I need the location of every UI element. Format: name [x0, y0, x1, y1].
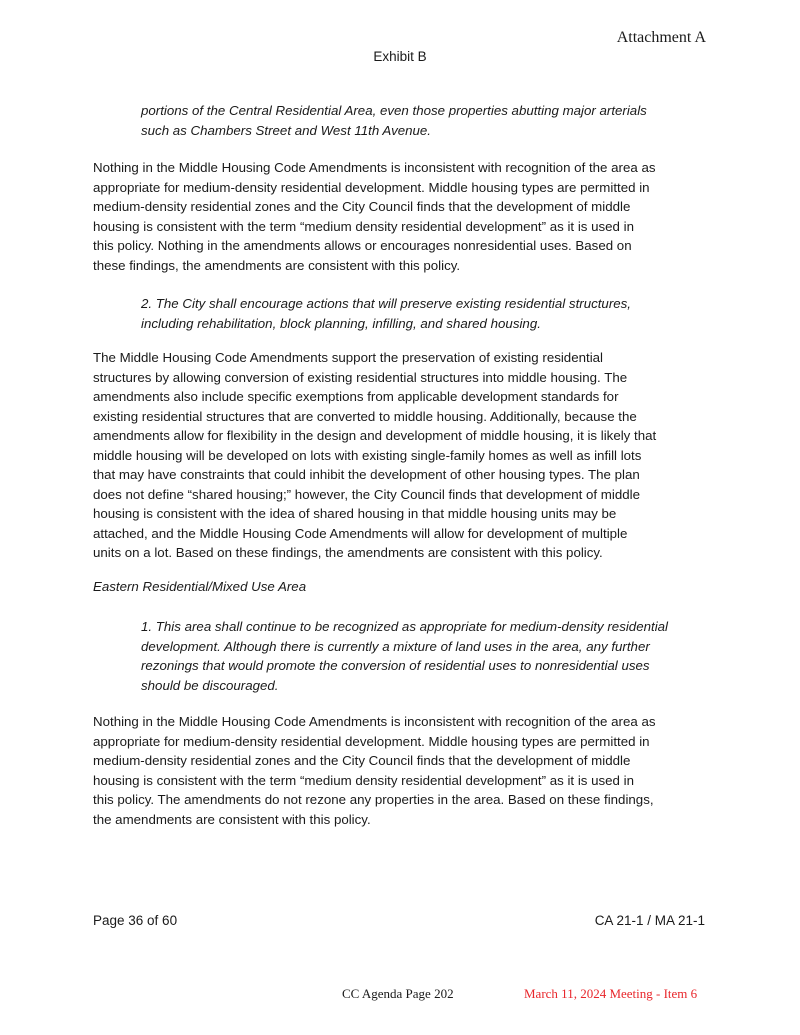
text-line: units on a lot. Based on these findings, the amendments are consistent with this policy.	[93, 545, 603, 560]
text-line: 2. The City shall encourage actions that will preserve existing residential structures,	[141, 296, 631, 311]
text-line: medium-density residential zones and the City Council finds that the development of middle	[93, 199, 631, 214]
quote-3	[141, 617, 668, 695]
text-line: housing is consistent with the term “medium density residential development” as it is used in	[93, 218, 634, 234]
text-line: appropriate for medium-density residential development. Middle housing types are permitted in	[93, 179, 650, 195]
text-line: appropriate for medium-density residential development. Middle housing types are permitted in	[93, 733, 650, 749]
attachment-label: Attachment A	[616, 29, 706, 46]
text-line: development. Although there is currently a mixture of land uses in the area, any further	[141, 638, 650, 654]
text-line: such as Chambers Street and West 11th Avenue.	[141, 122, 431, 138]
text-line: should be discouraged.	[141, 677, 279, 693]
text-line: this policy. The amendments do not rezone any properties in the area. Based on these findings,	[93, 792, 654, 807]
paragraph-3	[93, 712, 655, 829]
quote-1	[141, 101, 647, 140]
text-line: amendments allow for flexibility in the design and development of middle housing, it is likely that	[93, 428, 657, 443]
text-line: middle housing will be developed on lots with existing single-family homes as well as infill lots	[93, 447, 642, 463]
case-number: CA 21-1 / MA 21-1	[594, 913, 705, 928]
agenda-page: CC Agenda Page 202	[342, 986, 454, 1001]
page-number: Page 36 of 60	[93, 913, 178, 928]
text-line: rezonings that would promote the conversion of residential uses to nonresidential uses	[141, 658, 650, 673]
text-line: does not define “shared housing;” however, the City Council finds that development of middle	[93, 486, 640, 502]
text-line: that may have constraints that could inhibit the development of other housing types. The plan	[93, 467, 640, 482]
quote-2	[141, 294, 631, 333]
text-line: amendments also include specific exemptions from applicable development standards for	[93, 389, 619, 404]
meeting-item: March 11, 2024 Meeting - Item 6	[524, 986, 698, 1001]
text-line: these findings, the amendments are consistent with this policy.	[93, 257, 461, 273]
text-line: including rehabilitation, block planning, infilling, and shared housing.	[141, 315, 541, 331]
text-line: structures by allowing conversion of existing residential structures into middle housing. The	[93, 369, 628, 385]
text-line: attached, and the Middle Housing Code Amendments will allow for development of multiple	[93, 525, 628, 541]
text-line: housing is consistent with the idea of shared housing in that middle housing units may be	[93, 506, 617, 521]
text-line: Nothing in the Middle Housing Code Amendments is inconsistent with recognition of the area as	[93, 714, 656, 729]
text-line: this policy. Nothing in the amendments allows or encourages nonresidential uses. Based on	[93, 238, 632, 253]
text-line: 1. This area shall continue to be recognized as appropriate for medium-density residential	[141, 619, 668, 634]
section-heading	[93, 577, 306, 597]
exhibit-label: Exhibit B	[373, 49, 427, 64]
text-line: existing residential structures that are converted to middle housing. Additionally, because the	[93, 408, 637, 424]
text-line: Eastern Residential/Mixed Use Area	[93, 579, 307, 594]
text-line: the amendments are consistent with this policy.	[93, 811, 371, 827]
text-line: housing is consistent with the term “medium density residential development” as it is used in	[93, 772, 634, 788]
paragraph-1	[93, 158, 655, 275]
text-line: The Middle Housing Code Amendments support the preservation of existing residential	[93, 350, 603, 365]
text-line: portions of the Central Residential Area, even those properties abutting major arterials	[141, 103, 647, 118]
text-line: medium-density residential zones and the City Council finds that the development of middle	[93, 753, 631, 768]
paragraph-2	[93, 348, 656, 563]
text-line: Nothing in the Middle Housing Code Amendments is inconsistent with recognition of the area as	[93, 160, 656, 175]
